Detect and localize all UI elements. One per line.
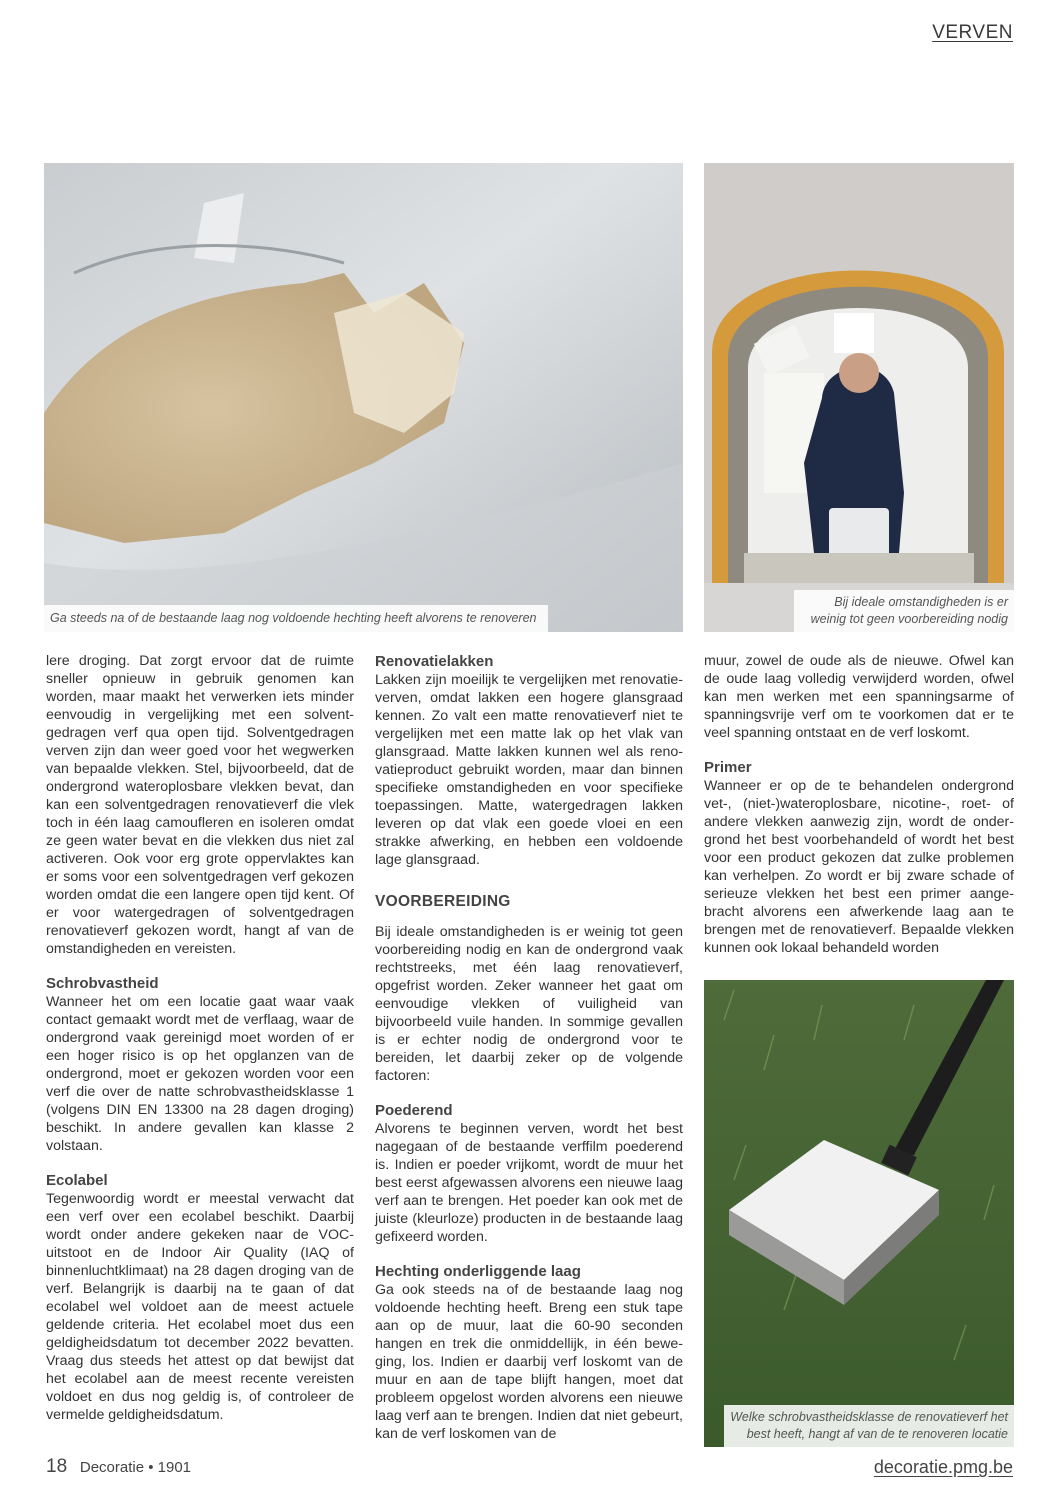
- text-column-3: [704, 652, 1014, 957]
- paint-tile-photo: [704, 980, 1014, 1447]
- voorbereiding-paragraph: Bij ideale omstandigheden is er weinig tot geen voorbereiding nodig en kan de ondergrond vaak rechtstreeks, met één laag renovatieverf, opgefrist worden. Zeker wanneer het gaat om eenvoudige vlekken of vuiligheid van bijvoorbeeld vuile handen. In sommige gevallen is er echter nodig de ondergrond voor te bereiden, let daarbij zeker op de volgende factoren:: [375, 924, 683, 1084]
- tile-photo-caption: [724, 1405, 1014, 1447]
- primer-paragraph: Wanneer er op de te behandelen ondergrond vet-, (niet-)wateroplosbare, nicotine-, roet- of andere vlekken aanwezig zijn, wordt de ondergrond het best voorbehandeld of wordt het best voor een product gekozen dat zulke problemen kan verhelpen. Zo wordt er bij zware schade of serieuze vlekken het best een primer aangebracht alvorens een afwerkende laag aan te brengen met de renovatieverf. Bepaalde vlekken kunnen ook lokaal behandeld worden: [704, 778, 1014, 956]
- painter-caption-line-1: Bij ideale omstandigheden is er: [834, 595, 1008, 609]
- text-column-1: [46, 652, 354, 1424]
- website-link[interactable]: decoratie.pmg.be: [873, 1457, 1013, 1477]
- schrobvastheid-paragraph: Wanneer het om een locatie gaat waar vaak contact gemaakt wordt met de verflaag, waar de ondergrond vaak gereinigd moet worden of er een hoger risico is op het opglanzen van de ondergrond, moet er gekozen worden voor een verf die over de natte schrobvastheidsklasse 1 (volgens DIN EN 13300 na 28 dagen droging) beschikt. In andere gevallen kan klasse 2 volstaan.: [46, 994, 354, 1154]
- text-column-2: [375, 652, 683, 1443]
- heading-primer: Primer: [704, 759, 752, 776]
- ecolabel-paragraph: Tegenwoordig wordt er meestal verwacht dat een verf over een ecolabel beschikt. Daarbij wordt onder andere gekeken naar de VOC-uitstoot en de Indoor Air Quality (IAQ of binnenluchtklimaat) na 28 dagen droging van de verf. Belangrijk is daarbij na te gaan of dat ecolabel wel voldoet aan de meest actuele geldende criteria. Het ecolabel moet dus een geldigheidsdatum tot december 2022 bevatten. Vraag dus steeds het attest op dat bewijst dat het ecolabel aan de meest recente vereisten voldoet en dus nog geldig is, of controleer de vermelde geldigheidsdatum.: [46, 1191, 354, 1423]
- heading-hechting: Hechting onderliggende laag: [375, 1263, 581, 1280]
- renovatielakken-paragraph: Lakken zijn moeilijk te vergelijken met renovatieverven, omdat lakken een hogere glansgraad kennen. Zo valt een matte renovatieverf niet te vergelijken met een matte lak op het vlak van glansgraad. Matte lakken kunnen wel als renovatieproduct gebruikt worden, maar dan binnen specifieke omstandigheden en voor specifieke toepassingen. Matte, watergedragen lakken leveren op dat vlak een goede vloei en een strakke afwerking, en hebben een voldoende lage glansgraad.: [375, 672, 683, 868]
- heading-ecolabel: Ecolabel: [46, 1172, 108, 1189]
- publication-name: Decoratie • 1901: [79, 1459, 192, 1476]
- painter-arch-photo: [704, 163, 1014, 632]
- heading-renovatielakken: Renovatielakken: [375, 653, 494, 670]
- heading-schrobvastheid: Schrobvastheid: [46, 975, 159, 992]
- col1-intro-paragraph: lere droging. Dat zorgt ervoor dat de ruimte sneller opnieuw in gebruik genomen kan worden, maar maakt het verwerken iets minder eenvoudig in vergelijking met een solventgedragen verf qua open tijd. Solventgedragen verven zijn dan weer goed voor het wegwerken van bepaalde vlekken. Stel, bijvoorbeeld, dat de ondergrond wateroplosbare vlekken bevat, dan kan een solventgedragen renovatieverf die vlek toch in één laag camoufleren en isoleren omdat ze geen water bevat en die vlekken dus niet zal activeren. Ook voor erg grote oppervlaktes kan er soms voor een solventgedragen verf gekozen worden omdat die een langere open tijd kent. Of er voor watergedragen of solventgedragen renovatieverf gekozen wordt, hangt af van de omstandigheden en vereisten.: [46, 653, 354, 957]
- tile-caption-line-2: best heeft, hangt af van de te renoveren locatie: [746, 1427, 1008, 1441]
- footer-page-info: [46, 1456, 191, 1478]
- section-tag: VERVEN: [932, 22, 1013, 43]
- peeling-wall-photo: [44, 163, 683, 632]
- col3-intro-paragraph: muur, zowel de oude als de nieuwe. Ofwel kan de oude laag volledig verwijderd worden, ofwel kan men werken met een spanningsarme of spanningsvrije verf om te voorkomen dat er te veel spanning ontstaat en de verf loskomt.: [704, 653, 1014, 741]
- painter-caption-line-2: weinig tot geen voorbereiding nodig: [810, 612, 1008, 626]
- hechting-paragraph: Ga ook steeds na of de bestaande laag nog voldoende hechting heeft. Breng een stuk tape aan op de muur, laat die 60-90 seconden hangen en trek die onmiddellijk, in één beweging, los. Indien er daarbij verf loskomt van de muur en aan de tape blijft hangen, moet dat probleem opgelost worden alvorens een nieuwe laag verf aan te brengen. Indien dat niet gebeurt, kan de verf loskomen van de: [375, 1282, 683, 1442]
- tile-caption-line-1: Welke schrobvastheidsklasse de renovatieverf het: [730, 1410, 1008, 1424]
- wall-photo-caption: Ga steeds na of de bestaande laag nog voldoende hechting heeft alvorens te renoveren: [44, 605, 548, 632]
- poederend-paragraph: Alvorens te beginnen verven, wordt het best nagegaan of de bestaande verffilm poederend is. Indien er poeder vrijkomt, wordt de muur het best eerst afgewassen alvorens een nieuwe laag verf aan te brengen. Het poeder kan ook met de juiste (kleurloze) producten in de bestaande laag gefixeerd worden.: [375, 1121, 683, 1245]
- page-number: 18: [46, 1456, 68, 1477]
- painter-photo-caption: [794, 590, 1014, 632]
- heading-voorbereiding: VOORBEREIDING: [375, 893, 511, 910]
- heading-poederend: Poederend: [375, 1102, 453, 1119]
